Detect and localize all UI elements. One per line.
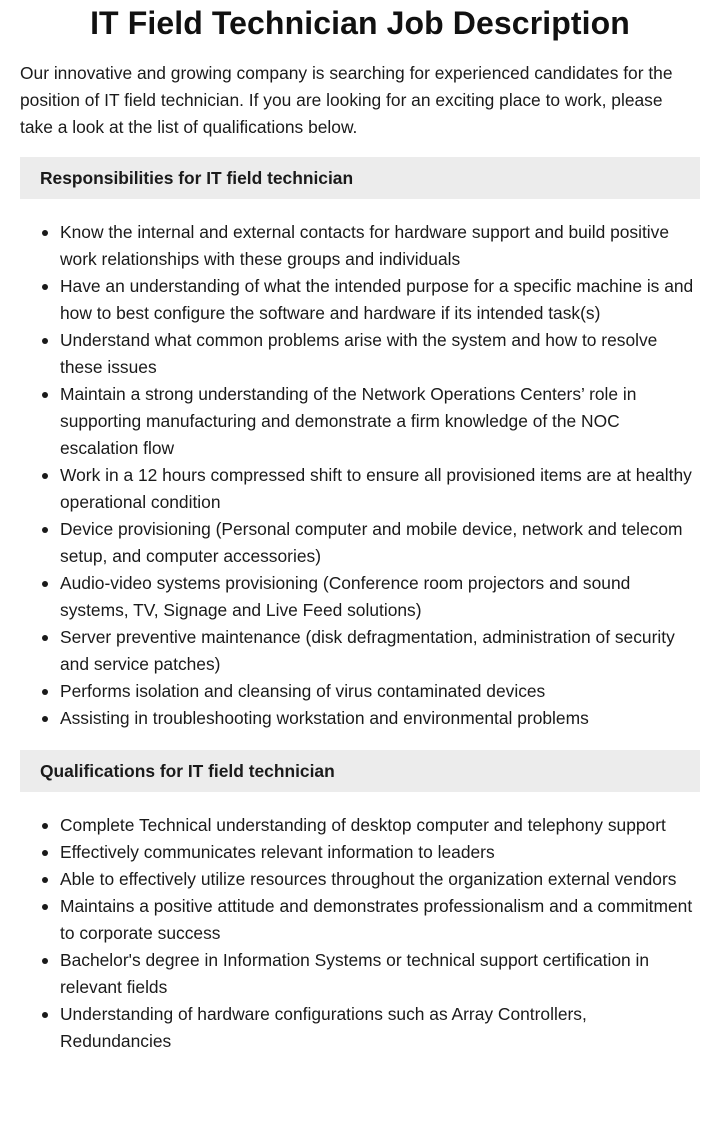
list-item-text: Server preventive maintenance (disk defragmentation, administration of security and service patches) bbox=[60, 627, 675, 674]
list-item-text: Performs isolation and cleansing of virus contaminated devices bbox=[60, 681, 546, 701]
list-item bbox=[20, 624, 700, 678]
list-item bbox=[20, 462, 700, 516]
intro-paragraph: Our innovative and growing company is searching for experienced candidates for the position of IT field technician. If you are looking for an exciting place to work, please take a look at the list of qualifications below. bbox=[20, 63, 673, 137]
list-item-text: Assisting in troubleshooting workstation and environmental problems bbox=[60, 708, 589, 728]
list-item-text: Able to effectively utilize resources throughout the organization external vendors bbox=[60, 869, 677, 889]
list-item bbox=[20, 219, 700, 273]
bullet-icon bbox=[42, 527, 48, 533]
bullet-icon bbox=[42, 284, 48, 290]
list-item bbox=[20, 893, 700, 947]
list-item bbox=[20, 381, 700, 462]
list-item-text: Have an understanding of what the intended purpose for a specific machine is and how to best configure the software and hardware if its intended task(s) bbox=[60, 276, 694, 323]
bullet-icon bbox=[42, 635, 48, 641]
bullet-icon bbox=[42, 958, 48, 964]
bullet-icon bbox=[42, 473, 48, 479]
qualifications-heading: Qualifications for IT field technician bbox=[20, 750, 700, 792]
list-item-text: Work in a 12 hours compressed shift to ensure all provisioned items are at healthy operational condition bbox=[60, 465, 692, 512]
list-item bbox=[20, 678, 700, 705]
list-item bbox=[20, 705, 700, 732]
bullet-icon bbox=[42, 877, 48, 883]
bullet-icon bbox=[42, 230, 48, 236]
bullet-icon bbox=[42, 689, 48, 695]
list-item bbox=[20, 516, 700, 570]
list-item-text: Device provisioning (Personal computer and mobile device, network and telecom setup, and computer accessories) bbox=[60, 519, 683, 566]
responsibilities-list bbox=[20, 219, 700, 732]
list-item bbox=[20, 812, 700, 839]
list-item-text: Bachelor's degree in Information Systems or technical support certification in relevant fields bbox=[60, 950, 650, 997]
bullet-icon bbox=[42, 581, 48, 587]
list-item-text: Audio-video systems provisioning (Conference room projectors and sound systems, TV, Signage and Live Feed solutions) bbox=[60, 573, 631, 620]
list-item-text: Know the internal and external contacts for hardware support and build positive work relationships with these groups and individuals bbox=[60, 222, 670, 269]
list-item-text: Maintains a positive attitude and demonstrates professionalism and a commitment to corporate success bbox=[60, 896, 693, 943]
list-item-text: Effectively communicates relevant information to leaders bbox=[60, 842, 495, 862]
list-item bbox=[20, 327, 700, 381]
bullet-icon bbox=[42, 850, 48, 856]
bullet-icon bbox=[42, 823, 48, 829]
list-item bbox=[20, 839, 700, 866]
list-item bbox=[20, 866, 700, 893]
qualifications-list bbox=[20, 812, 700, 1055]
list-item-text: Maintain a strong understanding of the Network Operations Centers’ role in supporting manufacturing and demonstrate a firm knowledge of the NOC escalation flow bbox=[60, 384, 637, 458]
list-item-text: Understand what common problems arise with the system and how to resolve these issues bbox=[60, 330, 658, 377]
list-item bbox=[20, 947, 700, 1001]
bullet-icon bbox=[42, 1012, 48, 1018]
bullet-icon bbox=[42, 716, 48, 722]
list-item bbox=[20, 570, 700, 624]
bullet-icon bbox=[42, 338, 48, 344]
responsibilities-heading: Responsibilities for IT field technician bbox=[20, 157, 700, 199]
list-item-text: Understanding of hardware configurations such as Array Controllers, Redundancies bbox=[60, 1004, 587, 1051]
list-item bbox=[20, 273, 700, 327]
page-title: IT Field Technician Job Description bbox=[90, 5, 630, 41]
list-item-text: Complete Technical understanding of desktop computer and telephony support bbox=[60, 815, 666, 835]
list-item bbox=[20, 1001, 700, 1055]
bullet-icon bbox=[42, 392, 48, 398]
bullet-icon bbox=[42, 904, 48, 910]
